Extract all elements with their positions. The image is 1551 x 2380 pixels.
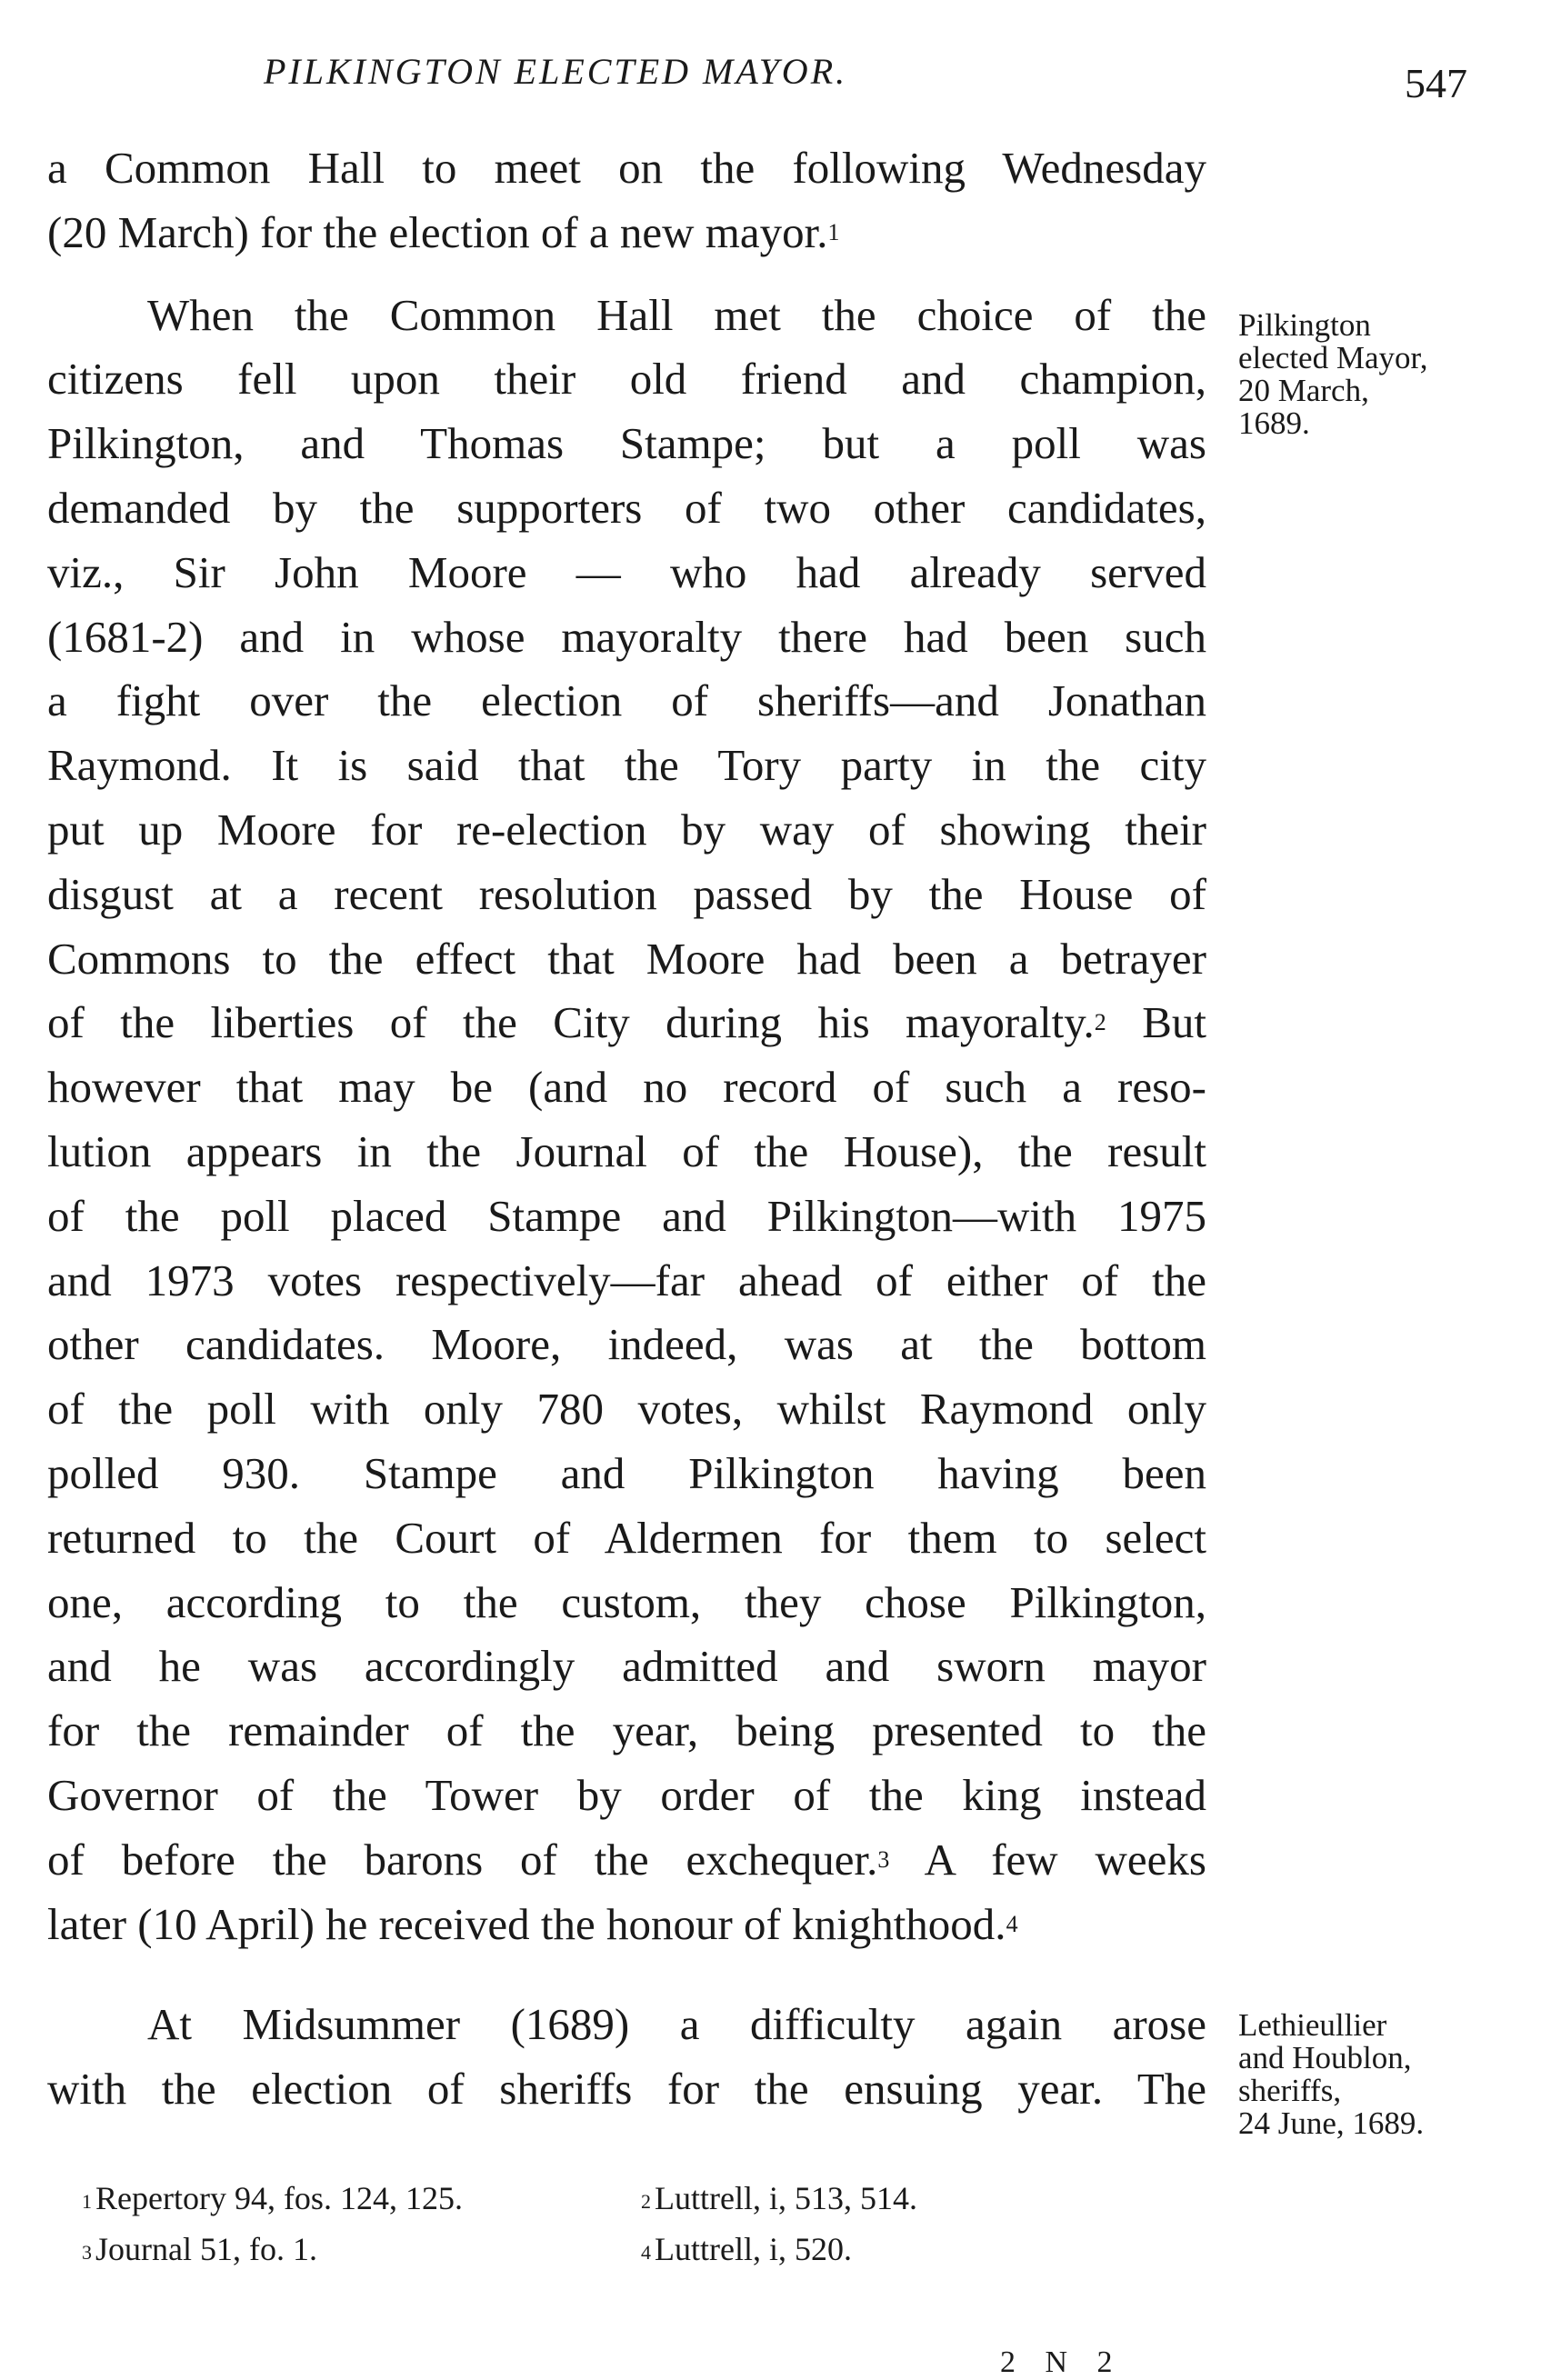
text-line: with the election of sheriffs for the ensuing year. The — [47, 2064, 1206, 2115]
text-line: viz., Sir John Moore — who had already served — [47, 546, 1206, 597]
text-line: and he was accordingly admitted and sworn mayor — [47, 1641, 1206, 1692]
text-line: a fight over the election of sheriffs—and Jonathan — [47, 675, 1206, 726]
text-line: one, according to the custom, they chose Pilkington, — [47, 1576, 1206, 1627]
text-line: put up Moore for re-election by way of showing their — [47, 804, 1206, 855]
text-line: Raymond. It is said that the Tory party in the city — [47, 740, 1206, 791]
text-line: Governor of the Tower by order of the king instead — [47, 1769, 1206, 1820]
text-line: At Midsummer (1689) a difficulty again arose — [147, 1999, 1206, 2050]
text-line: disgust at a recent resolution passed by the House of — [47, 868, 1206, 919]
text-line: Pilkington, and Thomas Stampe; but a poll was — [47, 418, 1206, 469]
text-line: a Common Hall to meet on the following Wednesday — [47, 143, 1206, 193]
text-line: of the poll placed Stampe and Pilkington—with 1975 — [47, 1190, 1206, 1241]
paragraph-2 — [47, 284, 1206, 1957]
text-line: for the remainder of the year, being presented to the — [47, 1705, 1206, 1756]
text-line: returned to the Court of Aldermen for them to select — [47, 1512, 1206, 1563]
body-text — [47, 136, 1206, 2122]
page-header — [0, 50, 1551, 114]
paragraph-gap — [47, 265, 1206, 284]
paragraph-1 — [47, 136, 1206, 265]
running-title: PILKINGTON ELECTED MAYOR. — [264, 51, 848, 92]
footnote-2: $^2$ Luttrell, i, 513, 514. — [641, 2180, 917, 2216]
text-line: of before the barons of the exchequer.$^3$ A few weeks — [47, 1834, 1207, 1885]
text-line: lution appears in the Journal of the House), the result — [47, 1125, 1206, 1176]
text-line: (1681-2) and in whose mayoralty there had been such — [47, 611, 1206, 662]
footnote-1: $^1$ Repertory 94, fos. 124, 125. — [82, 2180, 463, 2216]
text-line: When the Common Hall met the choice of the — [147, 289, 1206, 340]
text-line: of the poll with only 780 votes, whilst Raymond only — [47, 1384, 1206, 1435]
text-line: demanded by the supporters of two other candidates, — [47, 482, 1206, 533]
signature-mark: 2 N 2 — [1000, 2345, 1124, 2379]
text-line: however that may be (and no record of such a reso- — [47, 1062, 1206, 1113]
footnote-ref: 2 — [1094, 1009, 1106, 1036]
footnote-ref: 1 — [827, 218, 840, 245]
paragraph-gap — [47, 1956, 1206, 1993]
text-line: (20 March) for the election of a new mayor.$^1$ — [47, 206, 840, 257]
text-line: citizens fell upon their old friend and champion, — [47, 354, 1206, 405]
text-line: polled 930. Stampe and Pilkington having been — [47, 1447, 1206, 1498]
footnote-4: $^4$ Luttrell, i, 520. — [641, 2231, 852, 2267]
footnote-ref: 4 — [1006, 1910, 1018, 1937]
footnote-ref: 3 — [877, 1845, 890, 1873]
margin-note-pilkington: Pilkington elected Mayor, 20 March, 1689. — [1238, 307, 1428, 441]
text-line: Commons to the effect that Moore had been a betrayer — [47, 933, 1206, 984]
text-line: later (10 April) he received the honour of knighthood.$^4$ — [47, 1898, 1018, 1949]
text-line: of the liberties of the City during his mayoralty.$^2$ But — [47, 997, 1206, 1048]
text-line: other candidates. Moore, indeed, was at the bottom — [47, 1319, 1206, 1370]
footnote-3: $^3$ Journal 51, fo. 1. — [82, 2231, 317, 2267]
page-number: 547 — [1405, 60, 1467, 106]
paragraph-3 — [47, 1993, 1206, 2122]
text-line: and 1973 votes respectively—far ahead of either of the — [47, 1255, 1206, 1305]
margin-note-sheriffs: Lethieullier and Houblon, sheriffs, 24 June, 1689. — [1238, 2007, 1425, 2141]
